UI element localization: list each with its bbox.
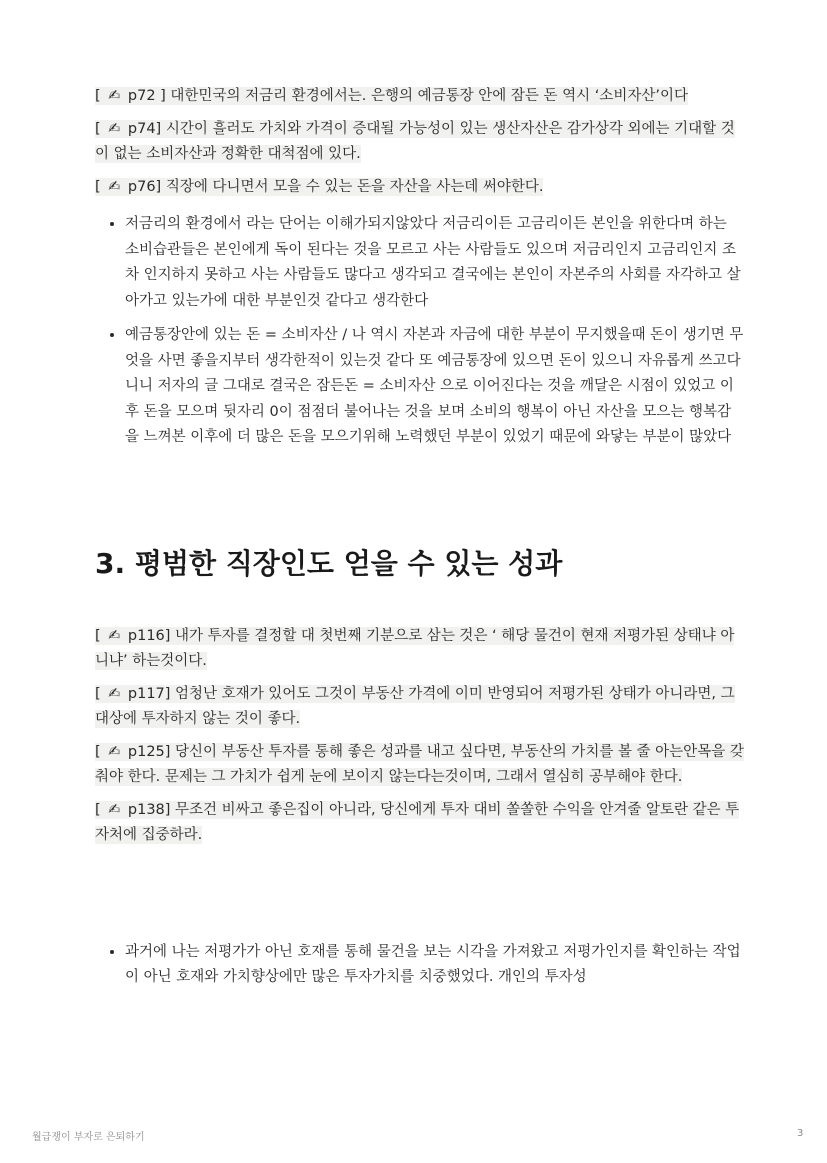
list-item: • 과거에 나는 저평가가 아닌 호재를 통해 물건을 보는 시각을 가져왔고 저평가인지를 확인하는 작업이 아닌 호재와 가치향상에만 많은 투자가치를 치중했었다. 개인의 투자성 bbox=[125, 940, 745, 991]
writing-hand-icon: ✍ bbox=[108, 743, 121, 760]
page-content bbox=[95, 84, 745, 1000]
writing-hand-icon: ✍ bbox=[108, 801, 121, 818]
page-number: 3 bbox=[797, 1128, 804, 1139]
quote-p116: [ ✍ p116] 내가 투자를 결정할 대 첫번째 기분으로 삼는 것은 ‘ 해당 물건이 현재 저평가된 상태냐 아니냐’ 하는것이다. bbox=[95, 624, 745, 674]
quote-p72: [ ✍ p72 ] 대한민국의 저금리 환경에서는. 은행의 예금통장 안에 잠든 돈 역시 ‘소비자산’이다 bbox=[95, 84, 745, 109]
reflection-list bbox=[95, 212, 745, 451]
section-title: 3. 평범한 직장인도 얻을 수 있는 성과 bbox=[95, 546, 563, 580]
quote-p125: [ ✍ p125] 당신이 부동산 투자를 통해 좋은 성과를 내고 싶다면, 부동산의 가치를 볼 줄 아는안목을 갖춰야 한다. 문제는 그 가치가 쉽게 눈에 보이지 않는다는것이며, 그래서 열심히 공부해야 한다. bbox=[95, 740, 745, 790]
quote-p138: [ ✍ p138] 무조건 비싸고 좋은집이 아니라, 당신에게 투자 대비 쏠쏠한 수익을 안겨줄 알토란 같은 투자처에 집중하라. bbox=[95, 798, 745, 848]
list-item: • 예금통장안에 있는 돈 = 소비자산 / 나 역시 자본과 자금에 대한 부분이 무지했을때 돈이 생기면 무엇을 사면 좋을지부터 생각한적이 있는것 같다 또 예금통장에 있으면 돈이 있으니 자유롭게 쓰고다니니 저자의 글 그대로 결국은 잠든돈 = 소비자산 으로 이어진다는 것을 깨달은 시점이 있었고 이후 돈을 모으며 뒷자리 0이 점점더 불어나는 것을 보며 소비의 행복이 아닌 자산을 모으는 행복감을 느껴본 이후에 더 많은 돈을 모으기위해 노력했던 부분이 있었기 때문에 와닿는 부분이 많았다 bbox=[125, 323, 745, 451]
quote-p76: [ ✍ p76] 직장에 다니면서 모을 수 있는 돈을 자산을 사는데 써야한다. bbox=[95, 175, 745, 200]
footer-title: 월급쟁이 부자로 은퇴하기 bbox=[32, 1132, 145, 1143]
writing-hand-icon: ✍ bbox=[108, 179, 121, 195]
writing-hand-icon: ✍ bbox=[108, 88, 121, 104]
quote-p117: [ ✍ p117] 엄청난 호재가 있어도 그것이 부동산 가격에 이미 반영되어 저평가된 상태가 아니라면, 그 대상에 투자하지 않는 것이 좋다. bbox=[95, 682, 745, 732]
writing-hand-icon: ✍ bbox=[108, 685, 121, 702]
quote-p74: [ ✍ p74] 시간이 흘러도 가치와 가격이 증대될 가능성이 있는 생산자산은 감가상각 외에는 기대할 것이 없는 소비자산과 정확한 대척점에 있다. bbox=[95, 117, 745, 167]
reflection-list-bottom bbox=[95, 940, 745, 991]
writing-hand-icon: ✍ bbox=[108, 121, 121, 137]
writing-hand-icon: ✍ bbox=[108, 627, 121, 644]
list-item: • 저금리의 환경에서 라는 단어는 이해가되지않았다 저금리이든 고금리이든 본인을 위한다며 하는 소비습관들은 본인에게 독이 된다는 것을 모르고 사는 사람들도 있으며 저금리인지 고금리인지 조차 인지하지 못하고 사는 사람들도 많다고 생각되고 결국에는 본인이 자본주의 사회를 자각하고 살아가고 있는가에 대한 부분인것 같다고 생각한다 bbox=[125, 212, 745, 314]
